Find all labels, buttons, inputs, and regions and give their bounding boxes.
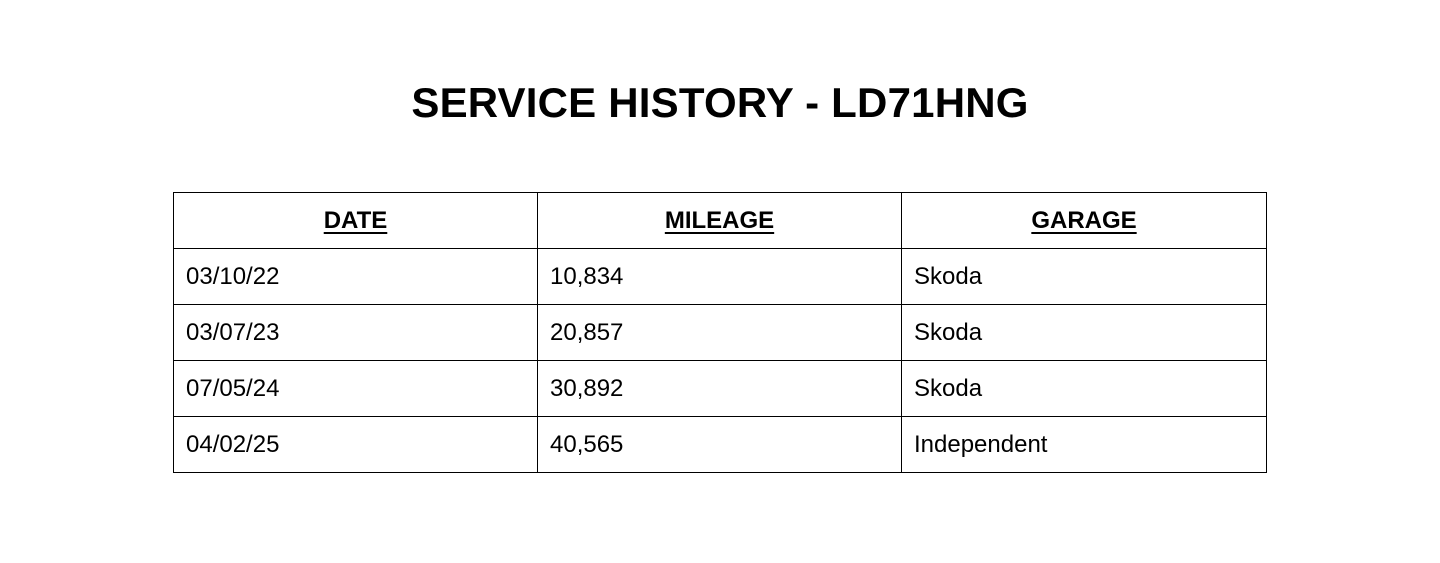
service-history-table: [173, 192, 1267, 473]
date-cell: 07/05/24: [174, 361, 538, 417]
column-header-mileage: MILEAGE: [538, 193, 902, 249]
garage-cell: Skoda: [902, 249, 1267, 305]
mileage-cell: 30,892: [538, 361, 902, 417]
table-row: [174, 361, 1267, 417]
column-header-garage: GARAGE: [902, 193, 1267, 249]
table-header-row: [174, 193, 1267, 249]
table-row: [174, 417, 1267, 473]
date-cell: 04/02/25: [174, 417, 538, 473]
date-cell: 03/10/22: [174, 249, 538, 305]
table-row: [174, 305, 1267, 361]
page-title: SERVICE HISTORY - LD71HNG: [411, 79, 1029, 126]
garage-cell: Skoda: [902, 305, 1267, 361]
mileage-cell: 10,834: [538, 249, 902, 305]
table-row: [174, 249, 1267, 305]
mileage-cell: 20,857: [538, 305, 902, 361]
garage-cell: Independent: [902, 417, 1267, 473]
garage-cell: Skoda: [902, 361, 1267, 417]
column-header-date: DATE: [174, 193, 538, 249]
date-cell: 03/07/23: [174, 305, 538, 361]
mileage-cell: 40,565: [538, 417, 902, 473]
